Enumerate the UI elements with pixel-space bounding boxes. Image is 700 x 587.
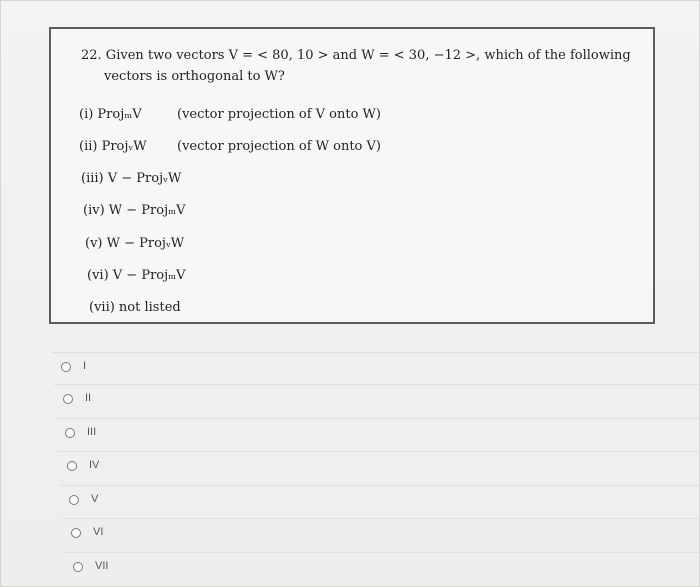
radio-button[interactable] (67, 461, 77, 471)
choice-label: III (87, 426, 97, 438)
option-desc: (vector projection of V onto W) (177, 107, 381, 122)
choice-label: IV (89, 459, 100, 471)
question-text (81, 45, 641, 87)
radio-button[interactable] (65, 428, 75, 438)
choice-row-ii[interactable] (54, 384, 700, 417)
choice-label: VI (93, 526, 104, 538)
choice-row-iii[interactable] (56, 418, 700, 451)
choice-row-iv[interactable] (58, 451, 700, 484)
radio-button[interactable] (61, 362, 71, 372)
option-label: (ii) ProjᵥW (79, 139, 147, 154)
question-line-1: 22. Given two vectors V = < 80, 10 > and W = < 30, −12 >, which of the following (81, 48, 631, 63)
choice-row-v[interactable] (60, 485, 700, 518)
question-box (49, 27, 655, 324)
radio-button[interactable] (63, 394, 73, 404)
option-label: (vii) not listed (89, 300, 181, 315)
option-label: (iv) W − ProjₘV (83, 203, 186, 218)
option-iv (83, 203, 185, 218)
option-v (85, 236, 184, 251)
choice-row-vi[interactable] (62, 518, 700, 551)
radio-button[interactable] (69, 495, 79, 505)
choice-row-i[interactable] (52, 352, 700, 385)
option-ii (79, 139, 381, 154)
choice-row-vii[interactable] (64, 552, 700, 585)
option-iii (81, 171, 181, 186)
question-line-2: vectors is orthogonal to W? (104, 69, 285, 84)
radio-button[interactable] (73, 562, 83, 572)
option-label: (v) W − ProjᵥW (85, 236, 185, 251)
choice-label: I (83, 360, 87, 372)
option-vi (87, 268, 186, 283)
option-label: (vi) V − ProjₘV (87, 268, 186, 283)
option-label: (i) ProjₘV (79, 107, 142, 122)
radio-button[interactable] (71, 528, 81, 538)
choice-label: V (91, 493, 99, 505)
choice-label: II (85, 392, 92, 404)
choice-label: VII (95, 560, 109, 572)
option-vii (89, 300, 181, 315)
option-label: (iii) V − ProjᵥW (81, 171, 182, 186)
option-i (79, 107, 381, 122)
option-desc: (vector projection of W onto V) (177, 139, 381, 154)
